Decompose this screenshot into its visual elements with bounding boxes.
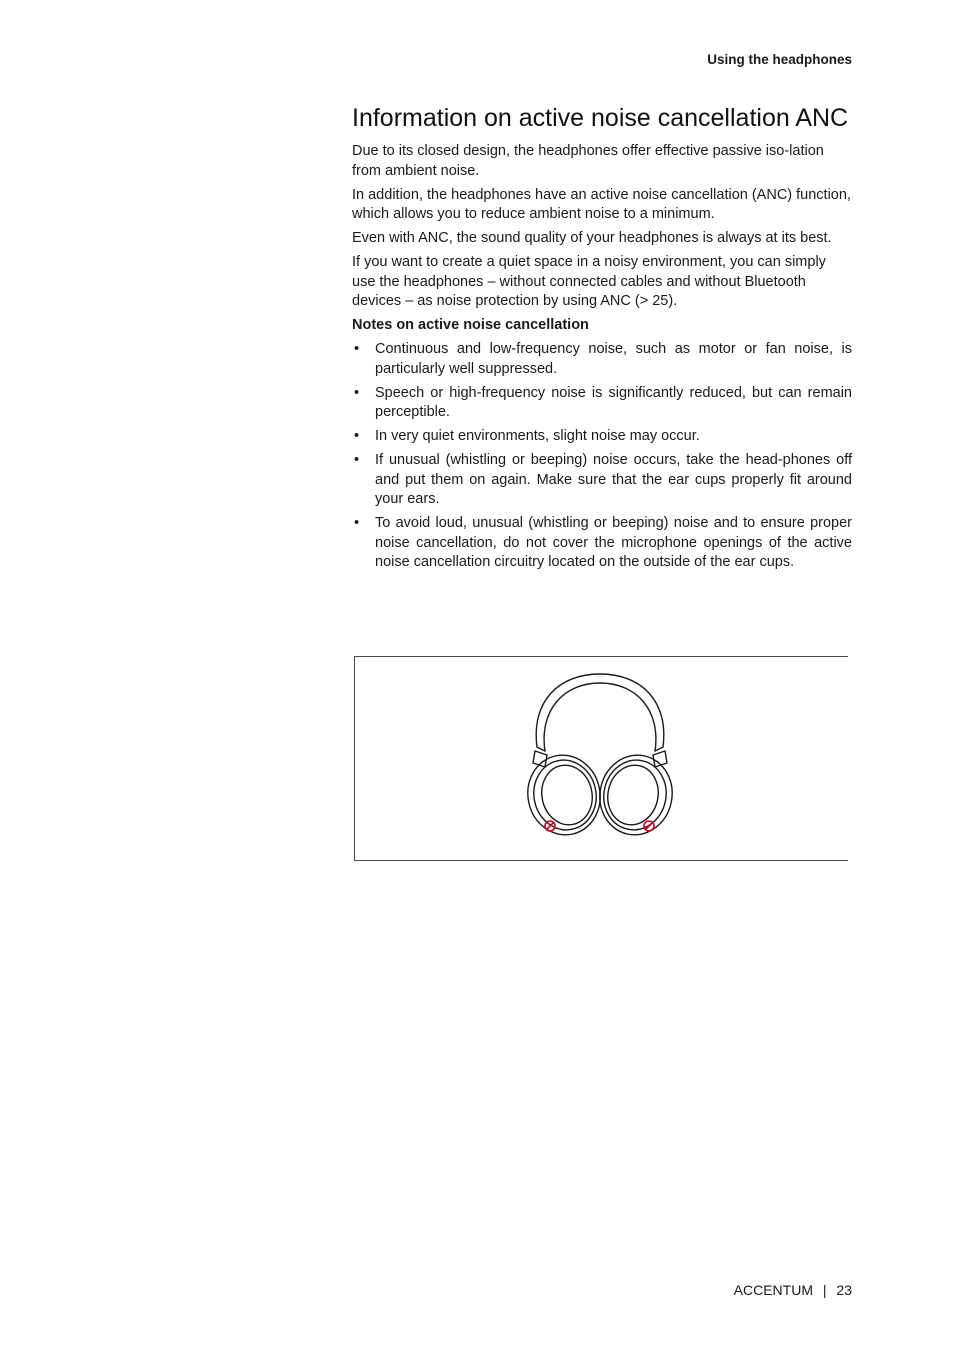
notes-list	[352, 340, 852, 573]
headband-inner	[544, 683, 656, 751]
main-content	[352, 104, 852, 577]
bullet-icon: •	[354, 452, 360, 468]
headband-outer	[536, 674, 664, 747]
list-item	[352, 340, 852, 379]
list-item-text: Continuous and low-frequency noise, such as motor or fan noise, is particularly well suppressed.	[375, 341, 852, 377]
page-title: Information on active noise cancellation ANC	[352, 104, 849, 132]
page-number: 23	[836, 1282, 852, 1298]
footer-product-name: ACCENTUM	[733, 1282, 813, 1298]
list-item-text: To avoid loud, unusual (whistling or beeping) noise and to ensure proper noise cancellation, do not cover the microphone openings of the active noise cancellation circuitry located on the outside of the ear cups.	[375, 515, 852, 570]
footer-separator: |	[822, 1282, 827, 1298]
list-item	[352, 427, 852, 447]
list-item	[352, 451, 852, 510]
paragraph-quiet-space: If you want to create a quiet space in a noisy environment, you can simply use the headphones – without connected cables and without Bluetooth devices – as noise protection by using ANC (> 25).	[352, 254, 826, 309]
headphones-illustration-icon	[525, 671, 675, 841]
list-item-text: In very quiet environments, slight noise may occur.	[375, 428, 700, 444]
bullet-icon: •	[354, 515, 360, 531]
left-ear-cup-outer	[525, 748, 608, 841]
bullet-icon: •	[354, 341, 360, 357]
right-ear-cup-outer	[592, 748, 675, 841]
list-item-text: Speech or high-frequency noise is significantly reduced, but can remain perceptible.	[375, 384, 852, 420]
paragraph-sound-quality: Even with ANC, the sound quality of your headphones is always at its best.	[352, 230, 832, 246]
paragraph-passive-isolation: Due to its closed design, the headphones offer effective passive iso-lation from ambient noise.	[352, 143, 824, 179]
notes-heading: Notes on active noise cancellation	[352, 317, 589, 333]
list-item	[352, 384, 852, 423]
list-item-text: If unusual (whistling or beeping) noise occurs, take the head-phones off and put them on again. Make sure that the ear cups properly fit around your ears.	[375, 452, 852, 507]
bullet-icon: •	[354, 428, 360, 444]
paragraph-anc-function: In addition, the headphones have an active noise cancellation (ANC) function, which allows you to reduce ambient noise to a minimum.	[352, 186, 851, 222]
headphones-figure	[354, 656, 848, 861]
running-header: Using the headphones	[707, 52, 852, 67]
page-footer	[734, 1282, 852, 1298]
list-item	[352, 514, 852, 573]
bullet-icon: •	[354, 384, 360, 401]
no-cover-icon	[644, 821, 654, 831]
